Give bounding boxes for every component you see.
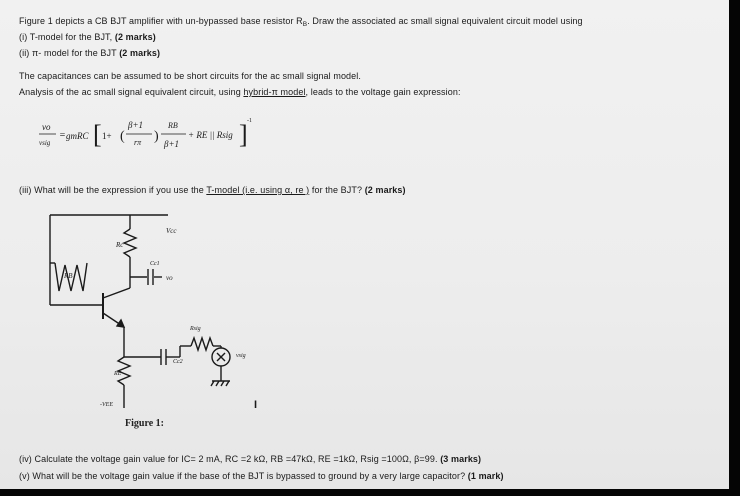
analysis-text-b: , leads to the voltage gain expression: — [305, 87, 461, 97]
intro-line-3 — [19, 48, 160, 58]
question-4 — [19, 454, 481, 464]
q3-text-b: for the BJT? — [309, 185, 365, 195]
vee-label: -VEE — [100, 402, 113, 408]
rsig-resistor — [191, 338, 213, 350]
voltage-gain-equation — [36, 110, 256, 160]
eq-frac2-den: β+1 — [164, 139, 180, 149]
eq-lhs-den: vsig — [39, 139, 51, 147]
hybrid-pi-link: hybrid-π model — [243, 87, 306, 97]
t-model-link: T-model (i.e. using α, re ) — [206, 185, 310, 195]
part-ii-marks: (2 marks) — [119, 48, 161, 58]
eq-gain-term: gmRC — [66, 131, 89, 141]
intro-sub-b: B — [302, 21, 308, 28]
eq-frac2-num: RB — [168, 121, 178, 130]
re-label: RE — [114, 371, 122, 377]
capacitance-note: The capacitances can be assumed to be short circuits for the ac small signal model. — [19, 71, 361, 81]
eq-lhs-num: vo — [42, 122, 51, 132]
vsig-label: vsig — [236, 353, 246, 359]
rc-resistor — [124, 229, 136, 257]
eq-one-plus: 1+ — [102, 131, 112, 141]
rb-label: RB — [64, 272, 73, 280]
cc2-label: Cc2 — [173, 359, 183, 365]
q4-marks: (3 marks) — [440, 454, 482, 464]
question-3 — [19, 185, 406, 195]
intro-line-5 — [19, 87, 461, 97]
q3-text-a: (iii) What will be the expression if you use the — [19, 185, 207, 195]
vo-label: vo — [166, 274, 173, 282]
question-5 — [19, 471, 504, 481]
eq-frac1-den: rπ — [134, 138, 142, 147]
intro-text-1b: . Draw the associated ac small signal equivalent circuit model using — [307, 16, 583, 26]
side-marker: I — [254, 399, 258, 411]
rsig-label: Rsig — [190, 326, 201, 332]
part-i-text: (i) T-model for the BJT, — [19, 32, 113, 42]
vcc-label: Vcc — [166, 227, 177, 235]
figure-caption: Figure 1: — [125, 418, 164, 429]
part-ii-text: (ii) π- model for the BJT — [19, 48, 117, 58]
eq-bracket-right: ] — [239, 120, 248, 149]
bottom-border — [0, 489, 740, 496]
cb-amplifier-circuit — [40, 205, 285, 420]
eq-frac1-num: β+1 — [128, 120, 144, 130]
intro-line-4 — [19, 71, 361, 81]
q5-text: (v) What will be the voltage gain value if the base of the BJT is bypassed to ground by a very large capacitor? — [19, 471, 466, 481]
right-border — [729, 0, 740, 496]
eq-equals: = — [59, 130, 66, 141]
intro-text-1a: Figure 1 depicts a CB BJT amplifier with un-bypassed base resistor R — [19, 16, 303, 26]
eq-paren-right: ) — [154, 129, 159, 144]
q4-text: (iv) Calculate the voltage gain value for IC= 2 mA, RC =2 kΩ, RB =47kΩ, RE =1kΩ, Rsig =100Ω, β=99. — [19, 454, 438, 464]
part-i-marks: (2 marks) — [114, 32, 156, 42]
intro-line-2 — [19, 32, 156, 42]
eq-bracket-left: [ — [93, 120, 102, 149]
intro-line-1 — [19, 16, 583, 28]
eq-exponent: -1 — [247, 118, 252, 124]
cc1-label: Cc1 — [150, 261, 160, 267]
emitter-arrow — [117, 320, 124, 327]
q5-marks: (1 mark) — [467, 471, 504, 481]
eq-tail: + RE || Rsig — [188, 130, 233, 140]
analysis-text-a: Analysis of the ac small signal equivalent circuit, using — [19, 87, 244, 97]
eq-paren-left: ( — [120, 129, 125, 144]
q3-marks: (2 marks) — [364, 185, 406, 195]
rc-label: Rc — [116, 241, 124, 249]
bjt-collector — [103, 288, 130, 298]
